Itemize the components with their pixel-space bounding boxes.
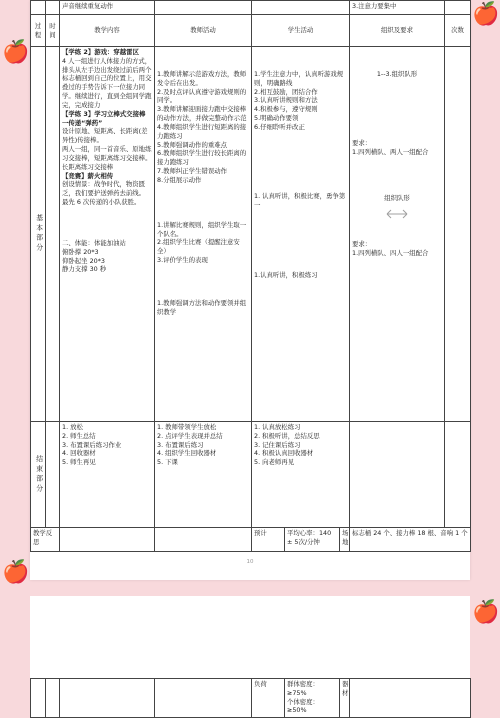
content-line: 2. 师生总结 <box>62 431 96 440</box>
student-line: 1. 认真听讲，积极比赛，勇争第一 <box>254 191 346 209</box>
content-line: 二、体能：体能加油站 <box>62 238 126 247</box>
content-line: 1. 放松 <box>62 423 83 431</box>
header-content: 教学内容 <box>60 15 155 47</box>
student-line: 5. 向老师再见 <box>254 458 295 467</box>
document-page <box>30 0 470 580</box>
teacher-line: 1.教师讲解示范游戏方法，教师发令后在出发。 <box>157 70 247 87</box>
teacher-line: 3.教师讲解迎面接力跑中交接棒的动作方法，并做完整动作示范 <box>157 105 247 123</box>
content-line: 创设情景：战争时代，物资匮乏，我们要护送弹药去前线。 <box>62 180 146 198</box>
heart-rate: 平均心率：140 ± 5次/分钟 <box>285 528 340 552</box>
content-line: 【竞赛】薪火相传 <box>62 171 114 180</box>
basic-teacher <box>155 47 252 422</box>
org-req-label: 要求： <box>352 239 372 248</box>
header-teacher: 教师活动 <box>155 15 252 47</box>
content-line: 仰卧起坐 20*3 <box>62 256 105 265</box>
org-formation-2: 组织队形 <box>384 194 410 203</box>
content-line: 【学练 3】学习立棒式交接棒 一传递“弹药” <box>62 109 146 127</box>
density-group: 群体密度：≥75% <box>287 680 319 697</box>
student-line: 5.明确动作要领 <box>254 114 299 123</box>
header-process: 过程 <box>34 21 42 39</box>
student-line: 6.仔细聆听并改正 <box>254 122 305 131</box>
double-arrow-icon <box>352 209 442 223</box>
student-line: 3. 记住课后练习 <box>254 440 301 449</box>
section-end-label: 结束部分 <box>34 454 43 495</box>
teacher-line: 2.组织学生比赛（提醒注意安全） <box>157 238 240 256</box>
header-time: 时间 <box>49 21 56 39</box>
teacher-line: 5.教师强调动作的重难点 <box>157 140 228 149</box>
top-right-text: 3.注意力要集中 <box>350 1 445 15</box>
student-line: 1.学生注意力中，认真听游戏规则，明确路线 <box>254 70 344 87</box>
teacher-line: 1.讲解比赛规则，组织学生取一个队名。 <box>157 220 247 238</box>
content-line: 3. 布置课后练习作业 <box>62 440 122 449</box>
next-page <box>30 596 470 717</box>
student-line: 4.积极参与，遵守规则 <box>254 105 318 114</box>
teacher-line: 4. 组织学生回收器材 <box>157 449 217 458</box>
content-line: 设计原地、短距离、长距离(差异性)传接棒。 <box>62 127 148 145</box>
header-student: 学生活动 <box>252 15 350 47</box>
teacher-line: 4.教师组织学生进行短距离的接力跑练习 <box>157 122 247 140</box>
teacher-line: 2.及时点评认真遵守游戏规则的同学。 <box>157 87 247 105</box>
student-line: 2. 积极听讲，总结反思 <box>254 431 320 440</box>
teacher-line: 1. 教师带领学生放松 <box>157 423 217 431</box>
teacher-line: 2. 点评学生表现并总结 <box>157 431 223 440</box>
basic-student <box>252 47 350 422</box>
apple-icon: 🍎 <box>472 600 500 625</box>
student-line: 2.相互鼓励，团结合作 <box>254 87 318 96</box>
content-line: 两人一组，同一首音乐、原地练习交接棒，短距离练习交接棒。长距离练习交接棒 <box>62 145 152 171</box>
reflect-label: 教学反思 <box>31 528 60 552</box>
student-line: 4. 积极认真回收器材 <box>254 449 314 458</box>
content-line: 【学练 2】游戏：穿越雷区 <box>62 48 139 56</box>
org-formation-1: 1--3.组织队形 <box>376 70 418 78</box>
student-line: 1. 认真放松练习 <box>254 423 301 431</box>
student-line: 1.认真听讲，积极练习 <box>254 271 318 280</box>
section-basic-label: 基本部分 <box>34 214 43 254</box>
end-teacher <box>155 422 252 528</box>
end-student <box>252 422 350 528</box>
density-individual: 个体密度：≥50% <box>287 697 319 715</box>
load-label: 负荷 <box>252 679 285 718</box>
content-line: 4 人一组进行人体接力的方式，排头从左手边出发绕过前后两个标志桶回到自己的位置上，用交叠过的手势告诉下一位接力同学。继续进行，直到全组同学跑完，完成接力 <box>62 56 152 109</box>
content-line: 俯卧撑 20*3 <box>62 247 99 256</box>
equipment-list: 标志桶 24 个、接力棒 18 根、音响 1 个 <box>350 528 471 552</box>
apple-icon: 🍎 <box>2 40 30 65</box>
apple-icon: 🍎 <box>2 560 30 585</box>
header-org: 组织及要求 <box>350 15 445 47</box>
predict-label: 预计 <box>252 528 285 552</box>
content-line: 静力支撑 30 秒 <box>62 265 107 274</box>
equip-label: 器材 <box>340 679 350 718</box>
teacher-line: 7.教师纠正学生错误动作 <box>157 167 228 176</box>
end-content <box>60 422 155 528</box>
teacher-line: 3.评价学生的表现 <box>157 256 208 265</box>
header-times: 次数 <box>445 15 471 47</box>
teacher-line: 5. 下课 <box>157 458 178 467</box>
org-req-line: 1.四列横队、四人一组配合 <box>352 248 429 257</box>
teacher-line: 6.教师组织学生进行较长距离的接力跑练习 <box>157 149 247 167</box>
apple-icon: 🍎 <box>472 2 500 27</box>
teacher-line: 8.分组展示动作 <box>157 175 202 184</box>
basic-content <box>60 47 155 422</box>
student-line: 3.认真听讲规则和方法 <box>254 96 318 105</box>
content-line: 4. 回收器材 <box>62 449 96 458</box>
content-line: 5. 师生再见 <box>62 458 96 467</box>
org-req-label: 要求： <box>352 138 372 147</box>
teacher-line: 1.教师强调方法和动作要领并组织教学 <box>157 298 247 316</box>
next-page-table <box>30 678 471 718</box>
org-req-line: 1.四列横队、两人一组配合 <box>352 147 429 156</box>
content-line: 最先 6 次传递的小队获胜。 <box>62 198 141 207</box>
teacher-line: 3. 布置课后练习 <box>157 440 204 449</box>
basic-org <box>350 47 445 422</box>
venue-label: 场地 <box>340 528 350 552</box>
page-number: 10 <box>246 559 254 565</box>
lesson-plan-table <box>30 0 471 552</box>
top-left-text: 声音继续重复动作 <box>60 1 155 15</box>
